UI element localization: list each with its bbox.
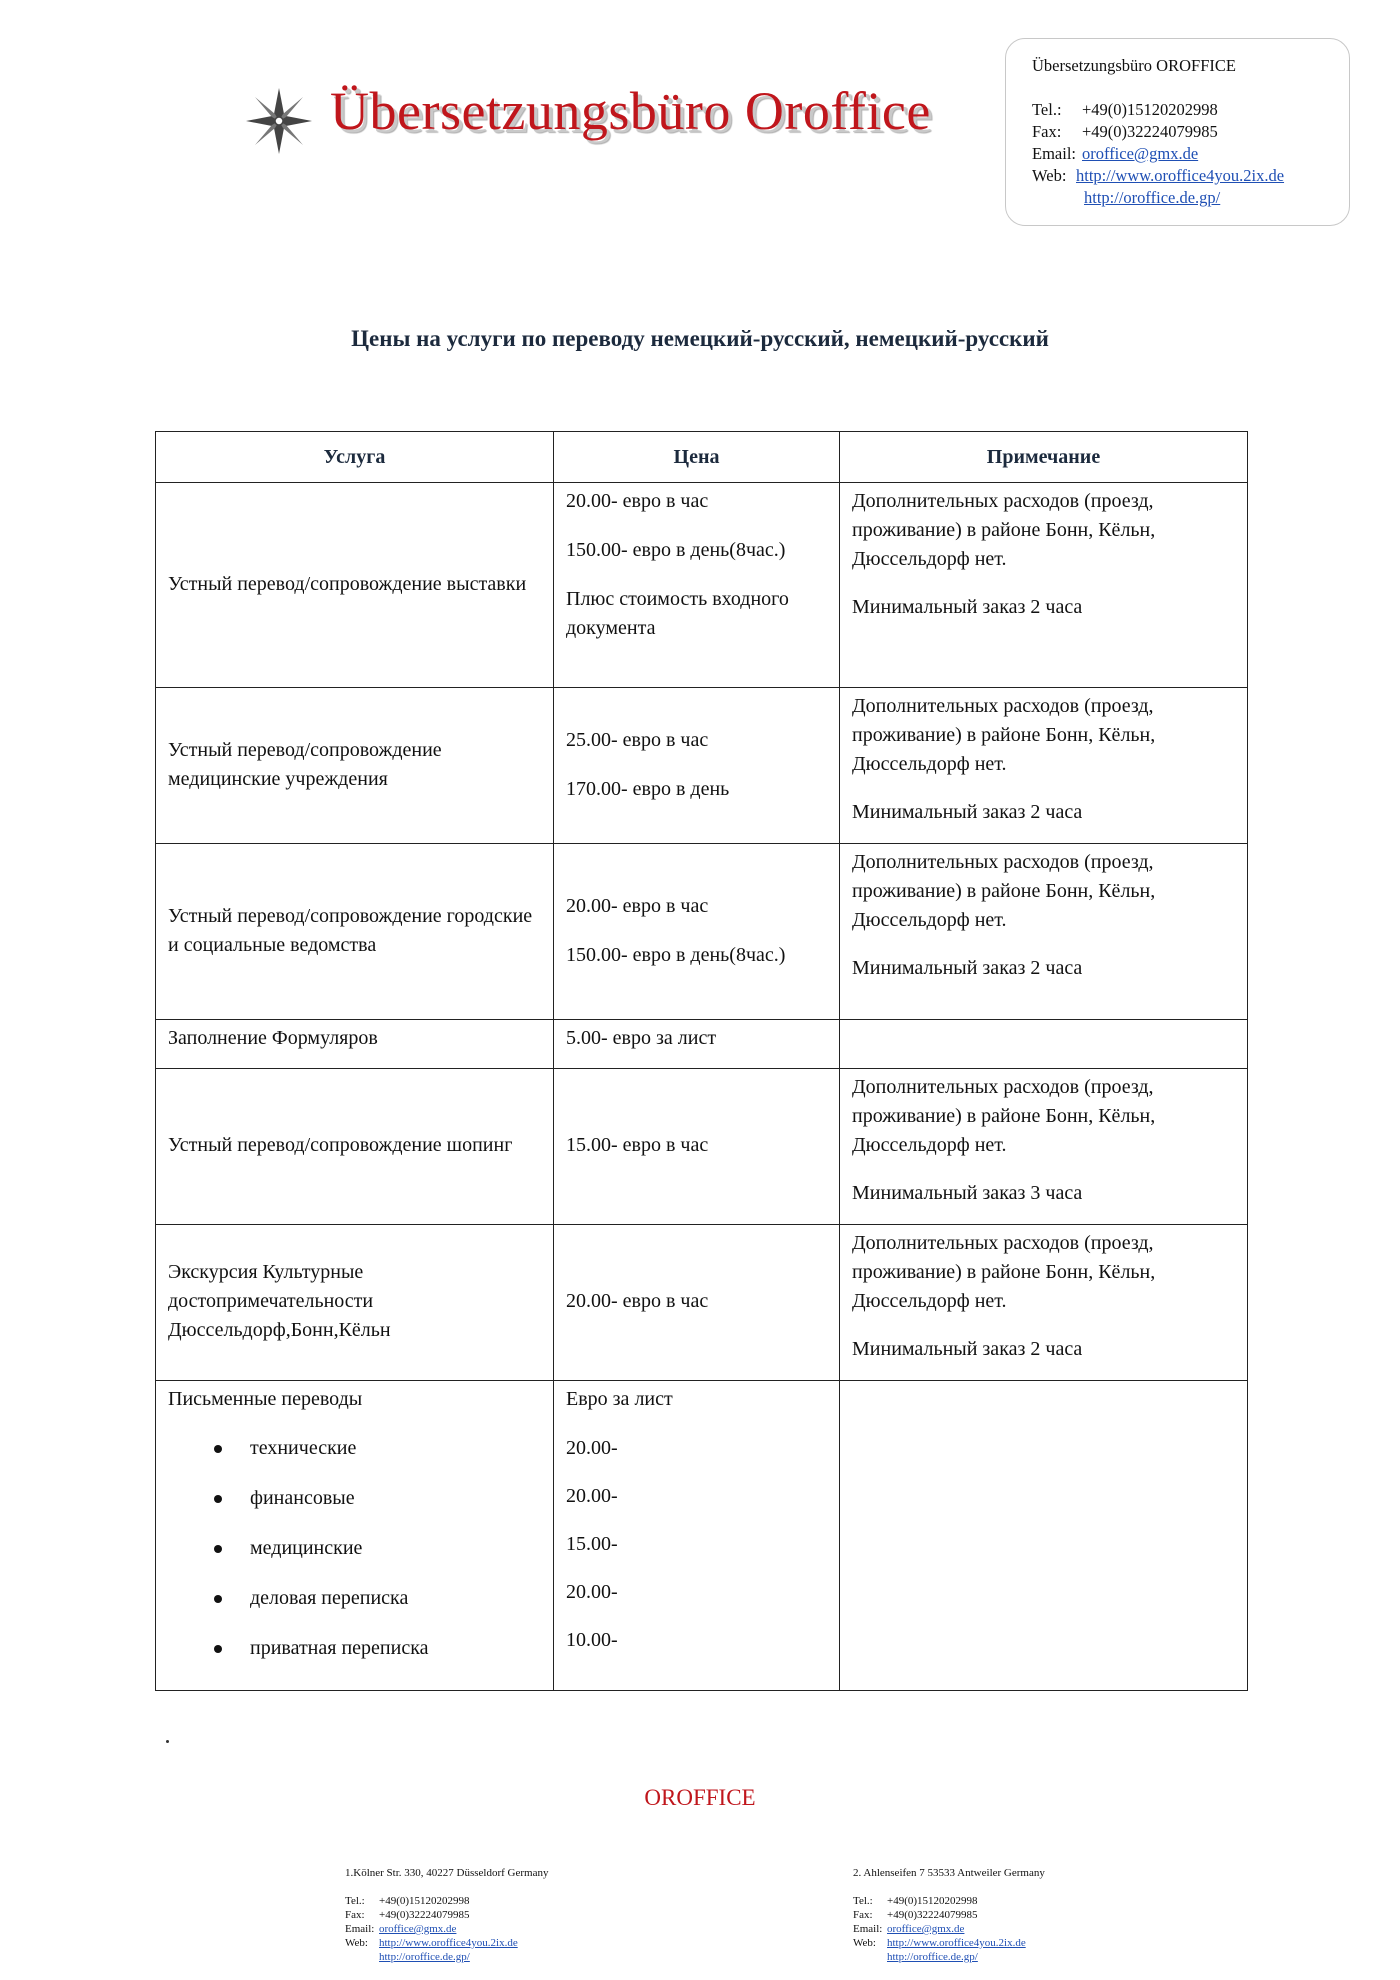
bullet-icon [214,1595,222,1603]
bullet-icon [214,1645,222,1653]
written-price-header: Евро за лист [566,1388,673,1410]
contact-email: Email: oroffice@gmx.de [1032,144,1199,163]
note-cell: Дополнительных расходов (проезд, проживание) в районе Бонн, Кёльн, Дюссельдорф нет. Минимальный заказ 2 часа [840,688,1248,844]
contact-title: Übersetzungsbüro OROFFICE [1032,56,1236,75]
star-logo-icon [244,86,314,156]
website-link[interactable]: http://www.oroffice4you.2ix.de [1076,166,1285,185]
company-logo-text: Übersetzungsbüro Oroffice [330,81,931,141]
service-cell [156,1381,554,1691]
bullet-icon [214,1495,222,1503]
note-cell [840,1381,1248,1691]
header-note: Примечание [840,432,1248,483]
footer-office-1: 1.Kölner Str. 330, 40227 Düsseldorf Germany Tel.: +49(0)15120202998 Fax: +49(0)32224079985 Email: oroffice@gmx.de Web: http://www.oroffice4you.2ix.de http://oroffice.de.gp/ [345,1867,549,1963]
list-item: медицинские [168,1534,541,1584]
contact-web2 [1032,187,1349,209]
written-list [168,1434,541,1684]
contact-web: Web: http://www.oroffice4you.2ix.de [1032,166,1285,185]
website-link[interactable]: http://www.oroffice4you.2ix.de [379,1937,518,1949]
service-cell: Заполнение Формуляров [156,1020,554,1069]
email-link[interactable]: oroffice@gmx.de [1082,144,1199,163]
price-cell: 20.00- евро в час [554,1225,840,1381]
price-cell: 25.00- евро в час 170.00- евро в день [554,688,840,844]
service-cell: Устный перевод/сопровождение городские и социальные ведомства [156,844,554,1020]
table-row [156,1069,1248,1225]
website-link-2[interactable]: http://oroffice.de.gp/ [1084,188,1221,207]
note-cell: Дополнительных расходов (проезд, проживание) в районе Бонн, Кёльн, Дюссельдорф нет. Минимальный заказ 2 часа [840,483,1248,688]
website-link-2[interactable]: http://oroffice.de.gp/ [379,1951,470,1963]
price-cell: 15.00- евро в час [554,1069,840,1225]
email-link[interactable]: oroffice@gmx.de [379,1923,457,1935]
note-cell: Дополнительных расходов (проезд, проживание) в районе Бонн, Кёльн, Дюссельдорф нет. Минимальный заказ 2 часа [840,1225,1248,1381]
service-cell: Экскурсия Культурные достопримечательности Дюссельдорф,Бонн,Кёльн [156,1225,554,1381]
price-cell [554,1381,840,1691]
price-cell: 20.00- евро в час 150.00- евро в день(8час.) [554,844,840,1020]
footer-brand: OROFFICE [644,1785,756,1810]
contact-box [1005,38,1350,226]
service-cell: Устный перевод/сопровождение медицинские учреждения [156,688,554,844]
table-row [156,844,1248,1020]
price-table [155,431,1248,1691]
contact-tel: Tel.: +49(0)15120202998 [1032,100,1218,119]
price-cell: 20.00- евро в час 150.00- евро в день(8час.) Плюс стоимость входного документа [554,483,840,688]
price-cell: 5.00- евро за лист [554,1020,840,1069]
table-row [156,688,1248,844]
header-service: Услуга [156,432,554,483]
website-link[interactable]: http://www.oroffice4you.2ix.de [887,1937,1026,1949]
note-cell [840,1020,1248,1069]
contact-fax: Fax: +49(0)32224079985 [1032,122,1218,141]
email-link[interactable]: oroffice@gmx.de [887,1923,965,1935]
note-cell: Дополнительных расходов (проезд, проживание) в районе Бонн, Кёльн, Дюссельдорф нет. Минимальный заказ 2 часа [840,844,1248,1020]
website-link-2[interactable]: http://oroffice.de.gp/ [887,1951,978,1963]
written-title: Письменные переводы [168,1388,363,1410]
table-row [156,1225,1248,1381]
bullet-icon [214,1445,222,1453]
list-item: технические [168,1434,541,1484]
note-cell: Дополнительных расходов (проезд, проживание) в районе Бонн, Кёльн, Дюссельдорф нет. Минимальный заказ 3 часа [840,1069,1248,1225]
list-item: финансовые [168,1484,541,1534]
service-cell: Устный перевод/сопровождение шопинг [156,1069,554,1225]
list-item: деловая переписка [168,1584,541,1634]
table-row [156,1020,1248,1069]
list-item: приватная переписка [168,1634,541,1684]
header-price: Цена [554,432,840,483]
table-row [156,1381,1248,1691]
service-cell: Устный перевод/сопровождение выставки [156,483,554,688]
page-title: Цены на услуги по переводу немецкий-русский, немецкий-русский [351,326,1049,351]
bullet-icon [214,1545,222,1553]
stray-dot [166,1740,169,1743]
written-prices: 20.00- 20.00- 15.00- 20.00- 10.00- [566,1437,618,1651]
footer-office-2: 2. Ahlenseifen 7 53533 Antweiler Germany Tel.: +49(0)15120202998 Fax: +49(0)32224079985 Email: oroffice@gmx.de Web: http://www.oroffice4you.2ix.de http://oroffice.de.gp/ [853,1867,1045,1963]
table-row [156,483,1248,688]
